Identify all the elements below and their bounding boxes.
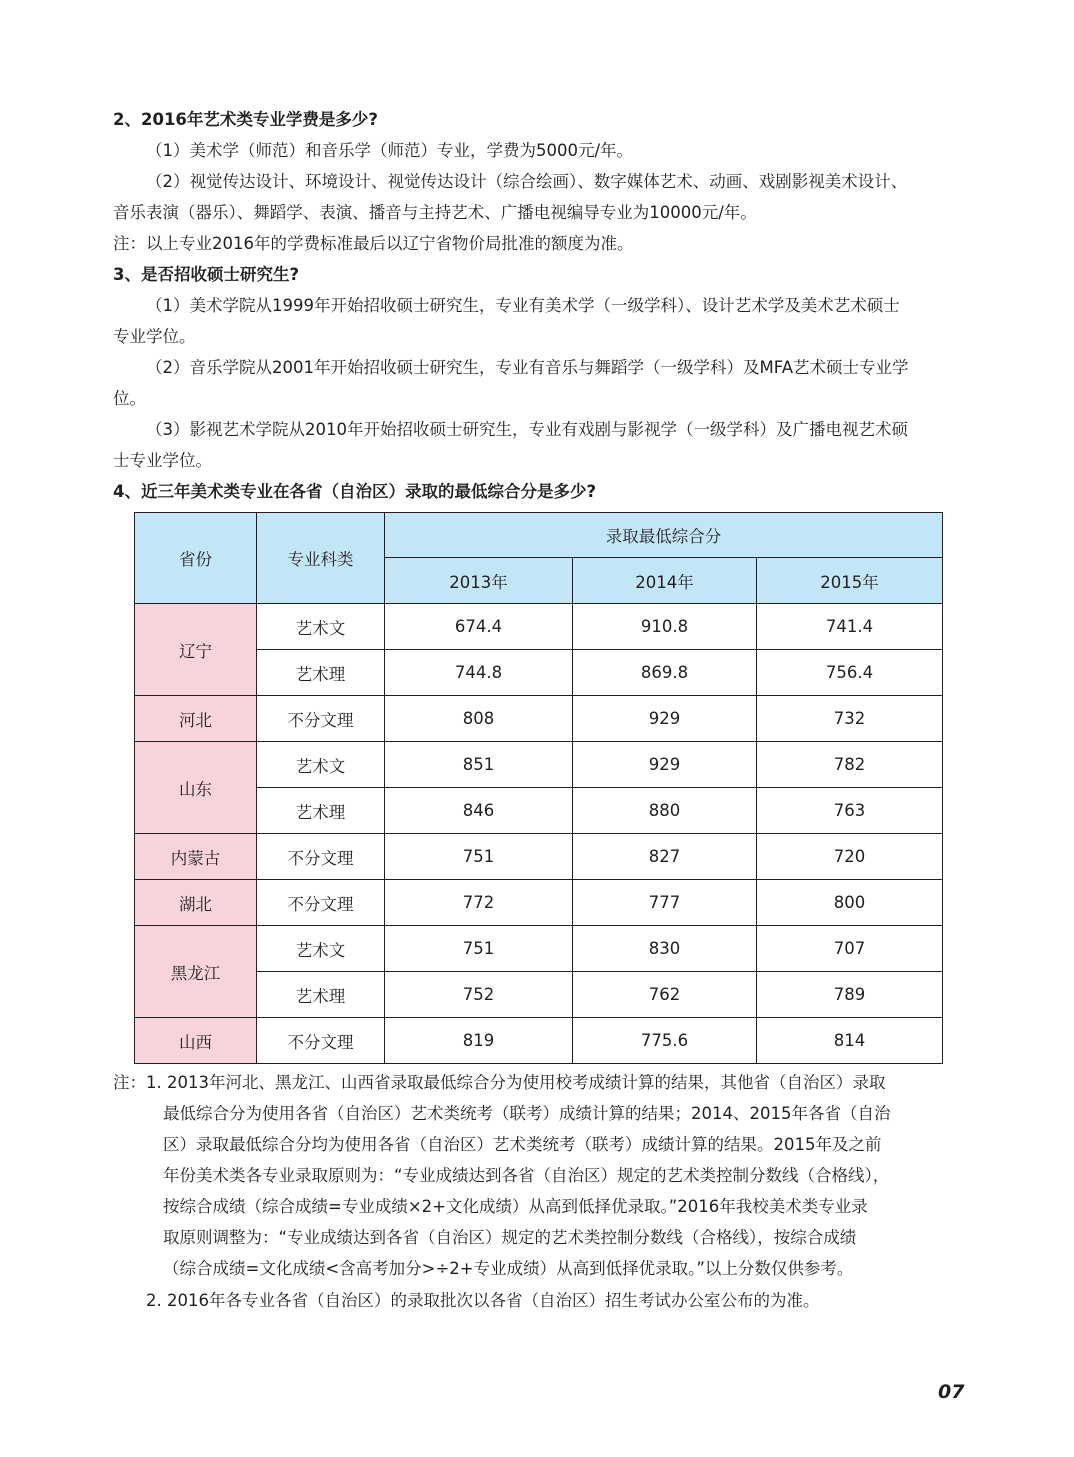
header-year: 2014年 [573,558,757,604]
table-row [135,926,943,972]
header-category: 专业科类 [257,513,385,604]
q2-paragraph-2-cont: 音乐表演（器乐）、舞蹈学、表演、播音与主持艺术、广播电视编导专业为10000元/年。 [113,203,757,222]
score-cell: 752 [385,972,573,1018]
province-cell: 山东 [135,742,257,834]
score-cell: 732 [757,696,943,742]
score-cell: 720 [757,834,943,880]
category-cell: 不分文理 [257,834,385,880]
table-note-1: 注：1. 2013年河北、黑龙江、山西省录取最低综合分为使用校考成绩计算的结果，其他省（自治区）录取 [113,1073,886,1092]
score-cell: 772 [385,880,573,926]
score-cell: 880 [573,788,757,834]
score-cell: 744.8 [385,650,573,696]
q2-heading: 2、2016年艺术类专业学费是多少? [113,110,378,129]
admission-score-table [134,512,943,1064]
table-row [135,972,943,1018]
q2-paragraph-1: （1）美术学（师范）和音乐学（师范）专业，学费为5000元/年。 [146,141,634,160]
category-cell: 不分文理 [257,1018,385,1064]
table-row [135,834,943,880]
score-cell: 827 [573,834,757,880]
category-cell: 艺术理 [257,650,385,696]
score-cell: 830 [573,926,757,972]
q3-paragraph-1-cont: 专业学位。 [113,327,196,346]
score-cell: 707 [757,926,943,972]
table-row [135,650,943,696]
score-cell: 808 [385,696,573,742]
province-cell: 黑龙江 [135,926,257,1018]
q3-paragraph-1: （1）美术学院从1999年开始招收硕士研究生，专业有美术学（一级学科）、设计艺术学及美术艺术硕士 [146,296,900,315]
page-number: 07 [938,1381,965,1403]
category-cell: 艺术理 [257,788,385,834]
table-note-1-cont: （综合成绩=文化成绩<含高考加分>÷2+专业成绩）从高到低择优录取。”以上分数仅供参考。 [163,1259,854,1278]
score-cell: 929 [573,696,757,742]
q3-paragraph-2-cont: 位。 [113,389,146,408]
q2-paragraph-2: （2）视觉传达设计、环境设计、视觉传达设计（综合绘画）、数字媒体艺术、动画、戏剧影视美术设计、 [146,172,908,191]
category-cell: 艺术理 [257,972,385,1018]
q3-paragraph-3-cont: 士专业学位。 [113,451,212,470]
category-cell: 不分文理 [257,880,385,926]
q3-heading: 3、是否招收硕士研究生? [113,265,300,284]
score-cell: 789 [757,972,943,1018]
score-cell: 762 [573,972,757,1018]
score-cell: 819 [385,1018,573,1064]
score-cell: 800 [757,880,943,926]
table-note-1-cont: 年份美术类各专业录取原则为：“专业成绩达到各省（自治区）规定的艺术类控制分数线（合格线）， [163,1166,890,1185]
table-row [135,788,943,834]
score-cell: 846 [385,788,573,834]
header-year: 2015年 [757,558,943,604]
q3-paragraph-2: （2）音乐学院从2001年开始招收硕士研究生，专业有音乐与舞蹈学（一级学科）及MFA艺术硕士专业学 [146,358,909,377]
header-year: 2013年 [385,558,573,604]
category-cell: 艺术文 [257,926,385,972]
header-score-group: 录取最低综合分 [385,513,943,558]
q2-note: 注：以上专业2016年的学费标准最后以辽宁省物价局批准的额度为准。 [113,234,634,253]
q4-heading: 4、近三年美术类专业在各省（自治区）录取的最低综合分是多少? [113,482,597,501]
q3-paragraph-3: （3）影视艺术学院从2010年开始招收硕士研究生，专业有戏剧与影视学（一级学科）及广播电视艺术硕 [146,420,908,439]
province-cell: 辽宁 [135,604,257,696]
table-note-1-cont: 按综合成绩（综合成绩=专业成绩×2+文化成绩）从高到低择优录取。”2016年我校美术类专业录 [163,1197,868,1216]
score-cell: 674.4 [385,604,573,650]
table-row [135,604,943,650]
score-cell: 869.8 [573,650,757,696]
table-note-1-cont: 最低综合分为使用各省（自治区）艺术类统考（联考）成绩计算的结果；2014、2015年各省（自治 [163,1104,891,1123]
province-cell: 山西 [135,1018,257,1064]
category-cell: 不分文理 [257,696,385,742]
table-row [135,1018,943,1064]
score-cell: 775.6 [573,1018,757,1064]
table-row [135,742,943,788]
score-cell: 851 [385,742,573,788]
score-cell: 751 [385,926,573,972]
score-cell: 910.8 [573,604,757,650]
score-cell: 777 [573,880,757,926]
score-cell: 751 [385,834,573,880]
score-cell: 741.4 [757,604,943,650]
header-province: 省份 [135,513,257,604]
score-cell: 929 [573,742,757,788]
province-cell: 湖北 [135,880,257,926]
table-note-1-cont: 区）录取最低综合分均为使用各省（自治区）艺术类统考（联考）成绩计算的结果。2015年及之前 [163,1135,882,1154]
province-cell: 河北 [135,696,257,742]
province-cell: 内蒙古 [135,834,257,880]
score-cell: 763 [757,788,943,834]
table-note-2: 2. 2016年各专业各省（自治区）的录取批次以各省（自治区）招生考试办公室公布的为准。 [146,1291,820,1310]
score-cell: 814 [757,1018,943,1064]
table-row [135,880,943,926]
table-row [135,696,943,742]
score-cell: 756.4 [757,650,943,696]
category-cell: 艺术文 [257,604,385,650]
category-cell: 艺术文 [257,742,385,788]
table-note-1-cont: 取原则调整为：“专业成绩达到各省（自治区）规定的艺术类控制分数线（合格线），按综合成绩 [163,1228,857,1247]
score-cell: 782 [757,742,943,788]
